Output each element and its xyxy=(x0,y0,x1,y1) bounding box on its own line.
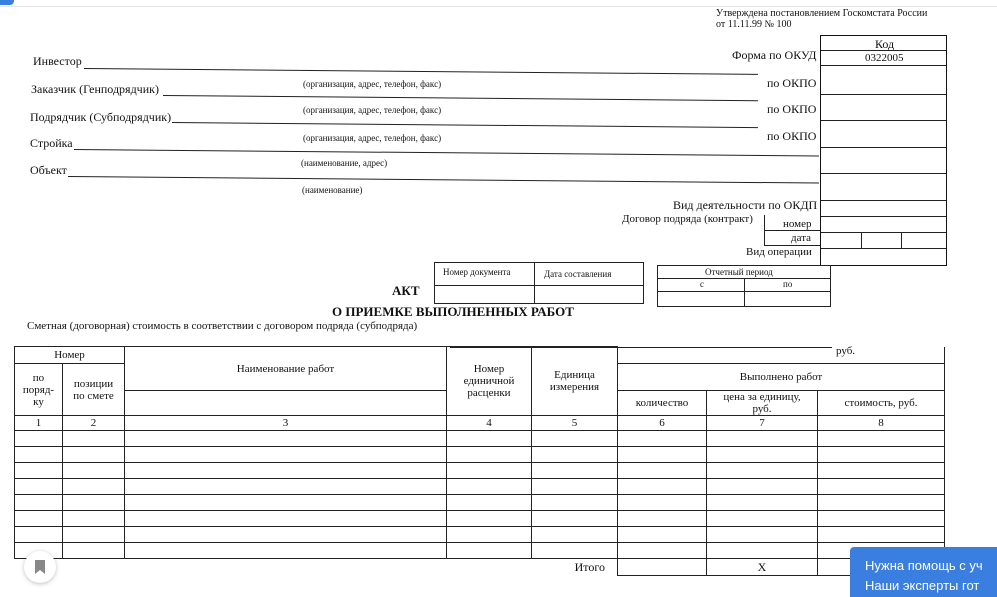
bookmark-button[interactable] xyxy=(24,551,56,583)
col-name-header: Наименование работ xyxy=(125,347,447,391)
contract-number-label: номер xyxy=(783,218,812,230)
table-row xyxy=(15,511,945,527)
approval-line-2: от 11.11.99 № 100 xyxy=(716,19,792,30)
col-num-8: 8 xyxy=(818,416,945,431)
okpo-label-2: по ОКПО xyxy=(767,102,817,116)
number-group-header: Номер xyxy=(15,347,125,364)
contract-label: Договор подряда (контракт) xyxy=(622,213,753,225)
col-qty-header: количество xyxy=(618,391,707,416)
help-line-1: Нужна помощь с уч xyxy=(865,558,983,573)
total-row xyxy=(15,559,945,576)
table-row xyxy=(15,495,945,511)
period-from-header: с xyxy=(657,278,745,292)
col-price-header: цена за единицу, руб. xyxy=(707,391,818,416)
object-label: Объект xyxy=(30,163,67,177)
col-num-3: 3 xyxy=(125,416,447,431)
total-label: Итого xyxy=(574,559,605,574)
investor-label: Инвестор xyxy=(33,54,82,68)
contractor-label: Подрядчик (Субподрядчик) xyxy=(30,110,172,124)
total-x: X xyxy=(707,559,818,576)
col-unit-header: Единица измерения xyxy=(532,347,618,416)
hint-name: (наименование) xyxy=(302,185,363,195)
table-row xyxy=(15,463,945,479)
okud-value: 0322005 xyxy=(865,52,904,64)
code-header: Код xyxy=(875,37,895,51)
date-compiled-header: Дата составления xyxy=(534,262,644,286)
table-row xyxy=(15,447,945,463)
hint-name-addr: (наименование, адрес) xyxy=(301,158,388,168)
date-compiled-cell xyxy=(534,285,644,304)
col-num-6: 6 xyxy=(618,416,707,431)
top-bar xyxy=(0,0,997,7)
col-num-5: 5 xyxy=(532,416,618,431)
works-table xyxy=(14,346,945,576)
top-chip xyxy=(0,0,14,5)
col-unit-number-header: Номер единичной расценки xyxy=(447,347,532,416)
approval-line-1: Утверждена постановлением Госкомстата России xyxy=(716,8,928,19)
col-cost-header: стоимость, руб. xyxy=(818,391,945,416)
period-header: Отчетный период xyxy=(657,265,831,279)
contract-date-label: дата xyxy=(791,232,812,244)
column-numbers-row xyxy=(15,416,945,431)
col-num-4: 4 xyxy=(447,416,532,431)
construction-label: Стройка xyxy=(30,136,73,150)
period-from-cell xyxy=(657,291,745,307)
table-row xyxy=(15,431,945,447)
done-group-header: Выполнено работ xyxy=(618,364,945,391)
code-box xyxy=(820,35,947,266)
period-to-header: по xyxy=(744,278,831,292)
help-line-2: Наши эксперты гот xyxy=(865,578,980,593)
hint-org-2: (организация, адрес, телефон, факс) xyxy=(303,105,442,115)
hint-org-3: (организация, адрес, телефон, факс) xyxy=(303,133,442,143)
act-subtitle: О ПРИЕМКЕ ВЫПОЛНЕННЫХ РАБОТ xyxy=(332,304,574,319)
okpo-label-1: по ОКПО xyxy=(767,76,817,90)
hint-org-1: (организация, адрес, телефон, факс) xyxy=(303,79,442,89)
col-num-7: 7 xyxy=(707,416,818,431)
col-order-header: по поряд-ку xyxy=(15,364,63,416)
table-row xyxy=(15,543,945,559)
okpo-label-3: по ОКПО xyxy=(767,129,817,143)
doc-number-header: Номер документа xyxy=(434,262,535,286)
help-widget[interactable] xyxy=(850,547,997,597)
period-to-cell xyxy=(744,291,831,307)
table-row xyxy=(15,479,945,495)
table-row xyxy=(15,527,945,543)
doc-number-cell xyxy=(434,285,535,304)
bookmark-icon xyxy=(34,559,46,575)
okud-label: Форма по ОКУД xyxy=(732,48,817,62)
col-estimate-header: позиции по смете xyxy=(63,364,125,416)
act-title: АКТ xyxy=(392,283,420,298)
col-num-2: 2 xyxy=(63,416,125,431)
estimate-text: Сметная (договорная) стоимость в соответствии с договором подряда (субподряда) xyxy=(27,320,418,332)
col-num-1: 1 xyxy=(15,416,63,431)
currency-label: руб. xyxy=(836,345,856,357)
customer-label: Заказчик (Генподрядчик) xyxy=(31,82,159,96)
okdp-label: Вид деятельности по ОКДП xyxy=(673,198,818,212)
operation-label: Вид операции xyxy=(746,246,812,258)
